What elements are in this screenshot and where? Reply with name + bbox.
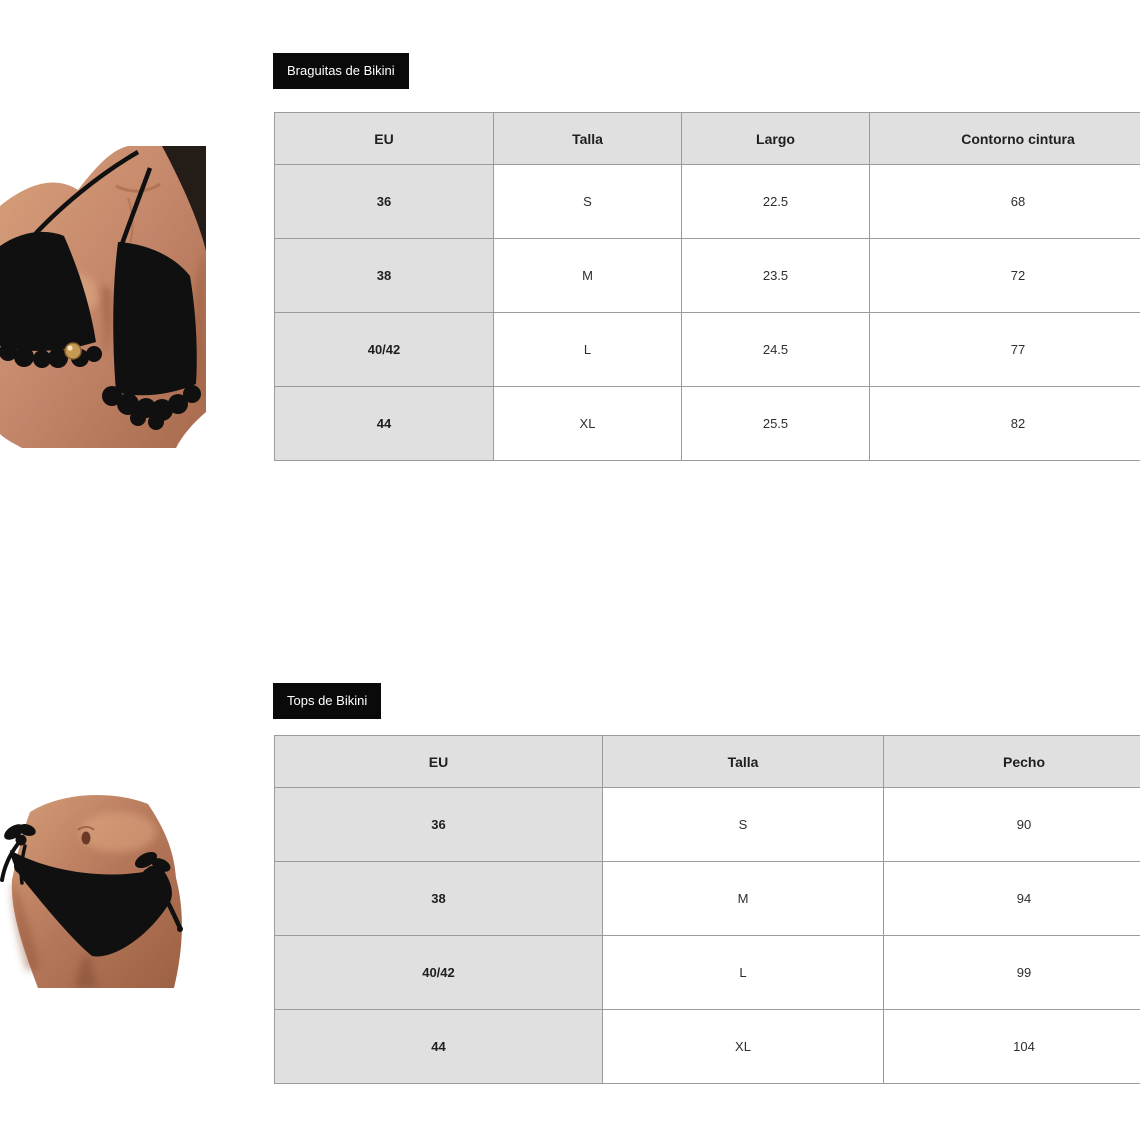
row-header: 44 [275, 387, 494, 461]
column-header: EU [275, 736, 603, 788]
size-cell: 82 [870, 387, 1140, 461]
bikini-top-product-photo [0, 146, 206, 448]
bikini-bottom-product-photo [0, 788, 190, 988]
size-cell: M [494, 239, 682, 313]
row-header: 36 [275, 788, 603, 862]
table-row [275, 387, 1140, 461]
size-cell: L [603, 936, 884, 1010]
column-header: Pecho [884, 736, 1140, 788]
column-header: Contorno cintura [870, 113, 1140, 165]
table-row [275, 239, 1140, 313]
size-cell: XL [494, 387, 682, 461]
size-cell: 104 [884, 1010, 1140, 1084]
size-cell: 90 [884, 788, 1140, 862]
row-header: 38 [275, 862, 603, 936]
tops-size-table [274, 735, 1140, 1084]
table-header-row [275, 736, 1140, 788]
row-header: 38 [275, 239, 494, 313]
size-cell: S [603, 788, 884, 862]
row-header: 36 [275, 165, 494, 239]
column-header: Talla [494, 113, 682, 165]
navel [82, 832, 91, 845]
size-cell: 24.5 [682, 313, 870, 387]
section-badge-braguitas: Braguitas de Bikini [273, 53, 409, 89]
size-cell: 23.5 [682, 239, 870, 313]
size-cell: L [494, 313, 682, 387]
table-row [275, 1010, 1140, 1084]
row-header: 40/42 [275, 936, 603, 1010]
size-cell: 94 [884, 862, 1140, 936]
size-cell: 99 [884, 936, 1140, 1010]
size-cell: S [494, 165, 682, 239]
table-row [275, 165, 1140, 239]
braguitas-size-table [274, 112, 1140, 461]
size-cell: M [603, 862, 884, 936]
size-cell: XL [603, 1010, 884, 1084]
column-header: Talla [603, 736, 884, 788]
row-header: 44 [275, 1010, 603, 1084]
table-row [275, 788, 1140, 862]
size-cell: 72 [870, 239, 1140, 313]
table-header-row [275, 113, 1140, 165]
table-row [275, 313, 1140, 387]
size-cell: 68 [870, 165, 1140, 239]
column-header: EU [275, 113, 494, 165]
column-header: Largo [682, 113, 870, 165]
table-row [275, 862, 1140, 936]
size-cell: 77 [870, 313, 1140, 387]
table-row [275, 936, 1140, 1010]
section-badge-tops: Tops de Bikini [273, 683, 381, 719]
gold-bead [65, 343, 81, 359]
size-cell: 25.5 [682, 387, 870, 461]
row-header: 40/42 [275, 313, 494, 387]
size-cell: 22.5 [682, 165, 870, 239]
